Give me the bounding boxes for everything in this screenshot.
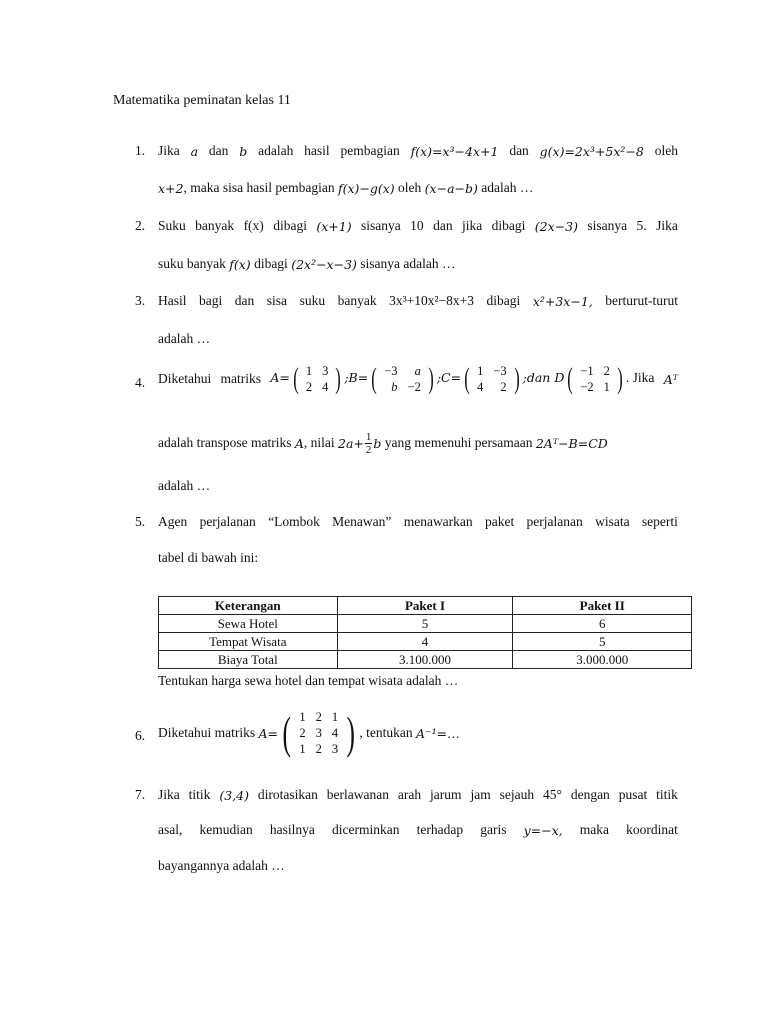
matrix-cell: 1 [305, 364, 313, 378]
question-line [158, 331, 678, 347]
matrix-row [575, 379, 615, 395]
question-line [158, 550, 678, 566]
word: berturut-turut [605, 293, 678, 308]
question-line [158, 218, 678, 234]
text: , tentukan [359, 725, 417, 740]
question-line [158, 787, 678, 803]
question-number: 2. [135, 218, 146, 233]
question-line [158, 514, 678, 530]
matrix-grid [294, 709, 343, 757]
matrix-cell: −2 [407, 380, 421, 394]
word: oleh [654, 143, 678, 158]
matrix-definitions [270, 363, 654, 395]
word: perjalanan [199, 514, 256, 529]
math-expression: 2a+ [338, 435, 364, 451]
matrix-a-3x3 [279, 709, 358, 757]
matrix-cell: 1 [477, 364, 484, 378]
text: tabel di bawah ini: [158, 550, 259, 565]
word: paket [484, 514, 515, 529]
question-number: 4. [135, 375, 146, 390]
word: sejauh [499, 787, 535, 802]
question-line [158, 143, 678, 159]
word: banyak [337, 293, 377, 308]
text: dibagi [250, 256, 292, 271]
math-expression: y=−x, [523, 822, 563, 838]
matrix-right-bracket: ) [617, 362, 623, 395]
text: oleh [394, 180, 425, 195]
word: “Lombok [268, 514, 320, 529]
matrix-cell: −2 [580, 380, 594, 394]
table-header-row [159, 597, 692, 615]
matrix-row [301, 379, 334, 395]
matrix-cell: 1 [299, 742, 306, 756]
math-expression: x²+3x−1, [532, 293, 593, 309]
matrix-left-bracket: ( [464, 362, 470, 395]
matrix-cell: −3 [493, 364, 507, 378]
matrix-row [294, 741, 343, 757]
math-var: A [294, 435, 304, 451]
math-expression: (x−a−b) [424, 180, 478, 196]
matrix-cell: 1 [299, 710, 306, 724]
text: adalah transpose matriks [158, 435, 295, 450]
matrix-cell: 3 [315, 726, 322, 740]
word: dibagi [486, 293, 521, 308]
text: bayangannya adalah … [158, 858, 285, 873]
matrix-right-bracket: ) [346, 707, 355, 758]
math-label: ;dan D [522, 370, 565, 386]
question-line [158, 822, 678, 838]
text: suku banyak [158, 256, 230, 271]
matrix-cell: 4 [331, 726, 339, 740]
matrix-right-bracket: ) [428, 362, 434, 395]
math-expression: 2Aᵀ−B=CD [535, 435, 608, 451]
table-header: Paket I [337, 597, 513, 615]
math-expression: f(x)−g(x) [337, 180, 395, 196]
math-expression: g(x)=2x³+5x²−8 [539, 143, 644, 159]
question-number: 5. [135, 514, 146, 529]
math-expression: (3,4) [219, 787, 249, 803]
word: dan [208, 143, 229, 158]
math-label: A= [258, 725, 278, 741]
word: bagi [199, 293, 223, 308]
math-expression: (2x−3) [534, 218, 578, 234]
word: hasil [304, 143, 330, 158]
word: matriks [220, 371, 262, 386]
word: hasilnya [269, 822, 315, 837]
word: 5. [636, 218, 647, 233]
matrix-grid [379, 363, 426, 395]
word: titik [188, 787, 211, 802]
document-title: Matematika peminatan kelas 11 [113, 93, 291, 108]
matrix-row [472, 379, 512, 395]
table-cell: Sewa Hotel [159, 615, 338, 633]
matrix-grid [472, 363, 512, 395]
math-label: ;B= [344, 370, 369, 386]
table-row [159, 615, 692, 633]
word: dibagi [273, 218, 307, 233]
question-number: 1. [135, 143, 146, 158]
word: berlawanan [326, 787, 389, 802]
math-var: b [373, 435, 382, 451]
math-expression: 3x³+10x²−8x+3 [389, 293, 475, 308]
data-table [158, 596, 692, 669]
matrix-grid [575, 363, 615, 395]
matrix-cell: 2 [315, 742, 322, 756]
word: banyak [195, 218, 235, 233]
matrix-cell: a [414, 364, 421, 378]
word: pusat [618, 787, 648, 802]
question-line [158, 180, 678, 196]
text: sisanya adalah … [356, 256, 456, 271]
question-line [158, 705, 678, 761]
math-expression: x+2 [158, 180, 184, 196]
word: kemudian [199, 822, 253, 837]
word: dan [509, 143, 529, 158]
math-expression: (x+1) [316, 218, 352, 234]
word: dan [433, 218, 453, 233]
word: dicerminkan [332, 822, 400, 837]
question-number: 7. [135, 787, 146, 802]
matrix-row [294, 725, 343, 741]
fraction [365, 431, 373, 456]
math-expression: Aᵀ [663, 371, 678, 387]
word: pembagian [340, 143, 400, 158]
table-cell: Biaya Total [159, 651, 338, 669]
word: Jika [158, 787, 180, 802]
word: jika [461, 218, 483, 233]
word: menawarkan [403, 514, 473, 529]
word: sisanya [587, 218, 628, 233]
word: titik [656, 787, 678, 802]
word: perjalanan [526, 514, 583, 529]
question-line [158, 478, 678, 494]
fraction-denominator: 2 [365, 443, 372, 456]
word: wisata [595, 514, 630, 529]
matrix-row [575, 363, 615, 379]
word: suku [299, 293, 326, 308]
matrix-cell: 4 [322, 380, 329, 394]
matrix-cell: 2 [603, 364, 610, 378]
question-line [158, 362, 678, 395]
table-cell: 5 [337, 615, 513, 633]
matrix-cell: 1 [603, 380, 610, 394]
text: Diketahui matriks [158, 725, 259, 740]
matrix-cell: 2 [305, 380, 313, 394]
matrix-left-bracket: ( [282, 707, 291, 758]
matrix-left-bracket: ( [293, 362, 299, 395]
word: dan [234, 293, 255, 308]
matrix-a [291, 363, 344, 395]
word: asal, [158, 822, 183, 837]
matrix-d [565, 363, 625, 395]
question-number: 6. [135, 728, 146, 743]
math-label: A= [270, 370, 290, 386]
question-line [158, 858, 678, 874]
math-expression: 45° [543, 787, 562, 802]
table-cell: 3.100.000 [337, 651, 513, 669]
question-line [158, 293, 678, 309]
matrix-left-bracket: ( [567, 362, 574, 395]
math-expression: f(x) [229, 256, 251, 272]
matrix-b [369, 363, 436, 395]
matrix-cell: −1 [580, 364, 594, 378]
table-cell: Tempat Wisata [159, 633, 338, 651]
text: yang memenuhi persamaan [381, 435, 536, 450]
matrix-cell: 2 [500, 380, 507, 394]
matrix-row [472, 363, 512, 379]
word: koordinat [626, 822, 678, 837]
word: . Jika [625, 370, 655, 386]
matrix-right-bracket: ) [335, 362, 342, 395]
word: Jika [158, 143, 180, 158]
matrix-cell: 2 [299, 726, 306, 740]
text: adalah … [477, 180, 534, 195]
table-cell: 3.000.000 [513, 651, 692, 669]
word: seperti [641, 514, 678, 529]
word: garis [480, 822, 507, 837]
word: sisanya [361, 218, 401, 233]
text: adalah … [158, 478, 211, 493]
word: Diketahui [158, 371, 212, 386]
text: , nilai [303, 435, 338, 450]
matrix-cell: 2 [315, 710, 322, 724]
text: adalah … [158, 331, 211, 346]
word: jam [470, 787, 491, 802]
matrix-cell: 3 [331, 742, 339, 756]
word: jarum [430, 787, 462, 802]
word: Menawan” [332, 514, 392, 529]
matrix-row [379, 363, 426, 379]
table-header: Paket II [513, 597, 692, 615]
word: adalah [258, 143, 294, 158]
word: terhadap [416, 822, 464, 837]
matrix-grid [301, 363, 334, 395]
text: , maka sisa hasil pembagian [183, 180, 338, 195]
math-expression: (2x²−x−3) [291, 256, 357, 272]
matrix-row [294, 709, 343, 725]
word: sisa [266, 293, 288, 308]
table-header: Keterangan [159, 597, 338, 615]
question-number: 3. [135, 293, 146, 308]
matrix-cell: b [391, 380, 398, 394]
word: Jika [656, 218, 678, 233]
matrix-c [462, 363, 522, 395]
word: dirotasikan [257, 787, 318, 802]
question-line [158, 256, 678, 272]
matrix-row [379, 379, 426, 395]
matrix-cell: −3 [384, 364, 398, 378]
matrix-left-bracket: ( [371, 362, 377, 395]
table-row [159, 651, 692, 669]
matrix-cell: 3 [322, 364, 329, 378]
table-cell: 4 [337, 633, 513, 651]
math-var: b [239, 143, 248, 159]
table-row [159, 633, 692, 651]
question-line [158, 428, 678, 458]
fraction-numerator: 1 [365, 430, 372, 443]
matrix-cell: 1 [331, 710, 339, 724]
word: arah [397, 787, 422, 802]
matrix-cell: 4 [477, 380, 484, 394]
question-5-instruction: Tentukan harga sewa hotel dan tempat wisata adalah … [158, 673, 459, 688]
word: maka [579, 822, 610, 837]
word: dengan [570, 787, 610, 802]
word: dibagi [491, 218, 526, 233]
math-label: ;C= [436, 370, 462, 386]
table-cell: 5 [513, 633, 692, 651]
math-var: a [190, 143, 199, 159]
word: Agen [158, 514, 188, 529]
word: Suku [158, 218, 186, 233]
word: 10 [410, 218, 424, 233]
matrix-right-bracket: ) [513, 362, 520, 395]
math-expression: f(x)=x³−4x+1 [410, 143, 499, 159]
word: f(x) [243, 218, 264, 233]
math-expression: A⁻¹=… [416, 725, 460, 741]
matrix-row [301, 363, 334, 379]
table-cell: 6 [513, 615, 692, 633]
word: Hasil [158, 293, 187, 308]
